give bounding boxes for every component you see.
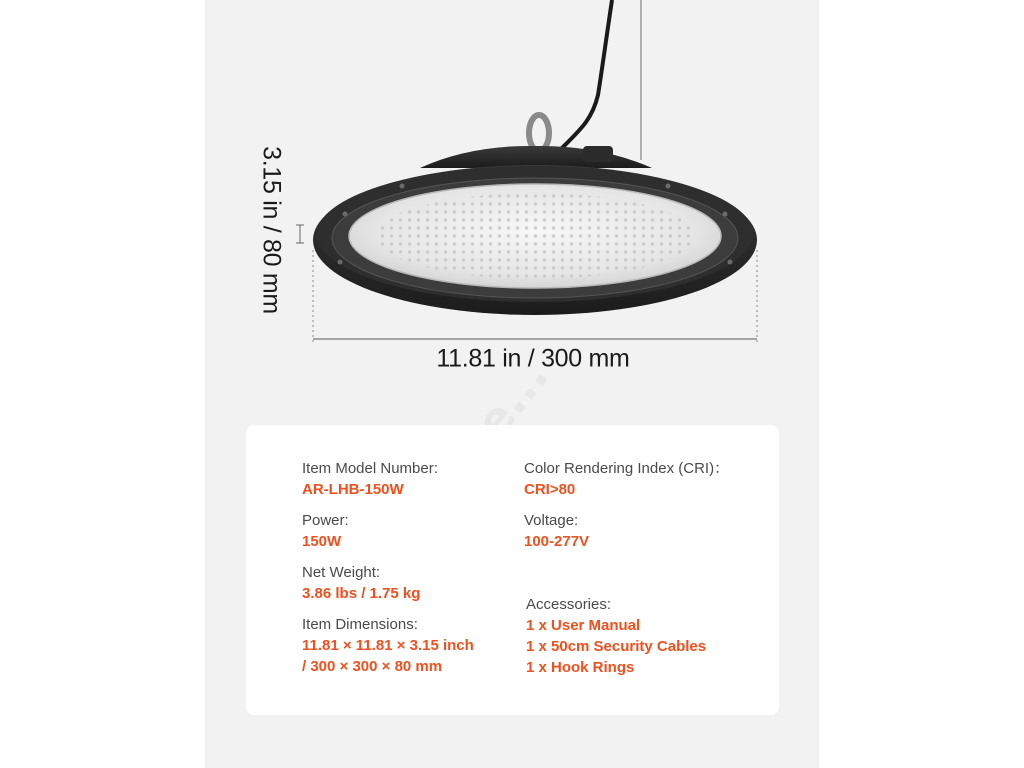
spec-model-label: Item Model Number: xyxy=(302,460,438,477)
lamp-top-housing xyxy=(420,146,652,168)
spec-accessories-label: Accessories: xyxy=(526,596,612,613)
spec-weight xyxy=(302,563,420,604)
spec-power-label: Power: xyxy=(302,512,349,529)
accessory-item: 1 x 50cm Security Cables xyxy=(526,638,707,655)
spec-voltage xyxy=(524,511,589,552)
height-dimension-label: 3.15 in / 80 mm xyxy=(257,146,286,314)
spec-cri-value: CRI>80 xyxy=(524,481,576,498)
junction-box xyxy=(583,146,613,162)
spec-item-dimensions-label: Item Dimensions: xyxy=(302,616,418,633)
spec-item-dimensions-value-line1: 11.81 × 11.81 × 3.15 inch xyxy=(302,637,474,654)
spec-cri-label: Color Rendering Index (CRI)： xyxy=(524,460,730,477)
spec-voltage-value: 100-277V xyxy=(524,533,590,550)
spec-weight-label: Net Weight: xyxy=(302,564,381,581)
spec-weight-value: 3.86 lbs / 1.75 kg xyxy=(302,585,421,602)
accessory-item: 1 x Hook Rings xyxy=(526,659,635,676)
spec-accessories xyxy=(526,595,706,678)
spec-model xyxy=(302,459,438,500)
spec-cri xyxy=(524,459,729,500)
accessory-item: 1 x User Manual xyxy=(526,617,641,634)
width-dimension-label: 11.81 in / 300 mm xyxy=(436,344,630,373)
spec-model-value: AR-LHB-150W xyxy=(302,481,404,498)
spec-item-dimensions-value-line2: / 300 × 300 × 80 mm xyxy=(302,658,443,675)
spec-item-dimensions xyxy=(302,615,474,677)
spec-power-value: 150W xyxy=(302,533,342,550)
hook-ring xyxy=(529,115,549,151)
spec-voltage-label: Voltage: xyxy=(524,512,579,529)
height-dimension-marker xyxy=(296,225,304,243)
power-cable xyxy=(560,0,612,150)
spec-power xyxy=(302,511,349,552)
